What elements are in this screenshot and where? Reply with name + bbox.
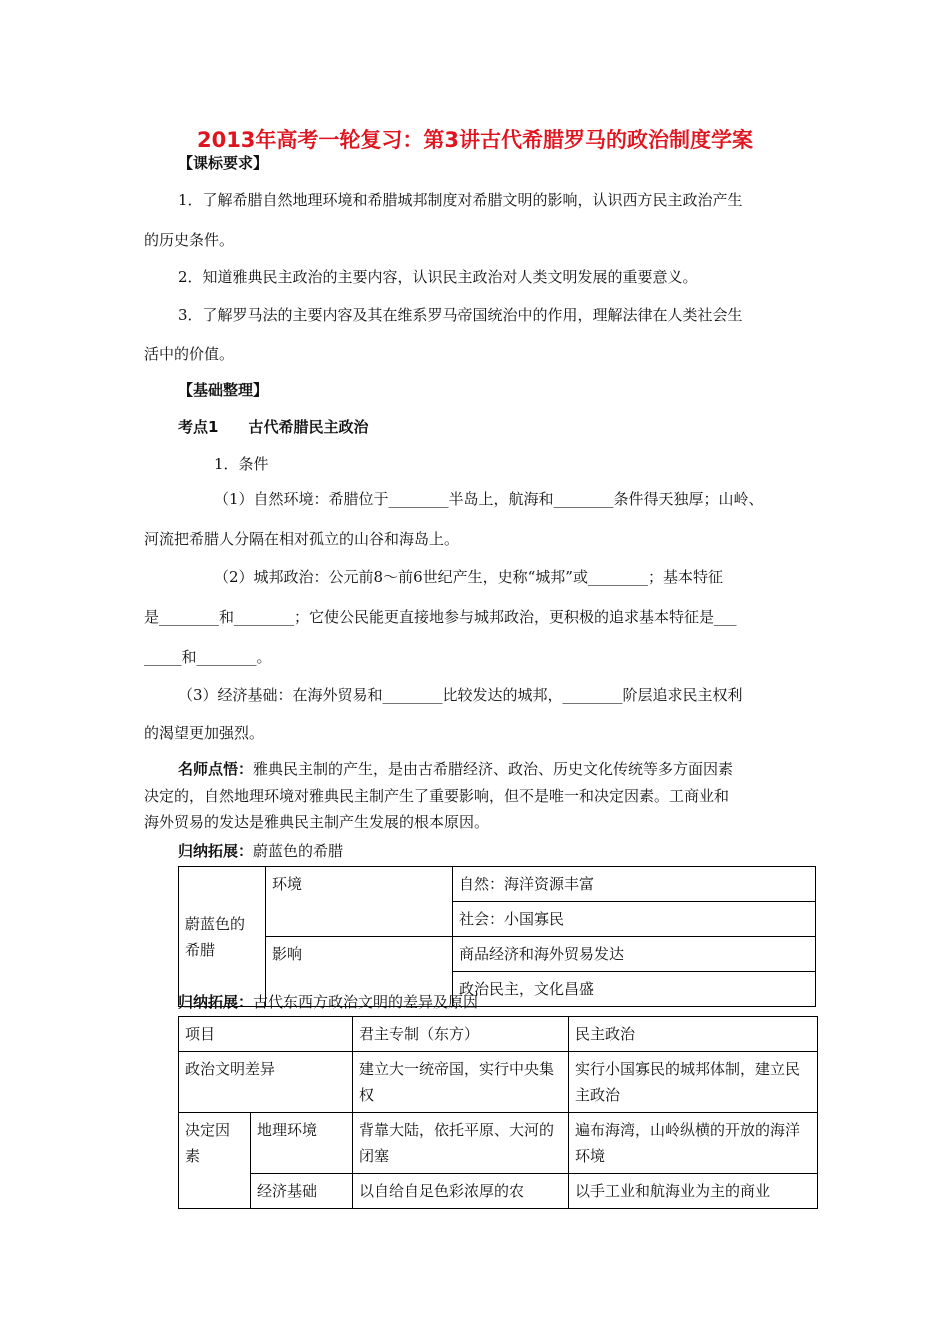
requirement-1-line-1: 1．了解希腊自然地理环境和希腊城邦制度对希腊文明的影响，认识西方民主政治产生 bbox=[178, 191, 743, 209]
requirement-2: 2．知道雅典民主政治的主要内容，认识民主政治对人类文明发展的重要意义。 bbox=[178, 268, 698, 286]
east-west-comparison-table bbox=[178, 1016, 818, 1209]
exam-point-1-heading: 考点1 古代希腊民主政治 bbox=[178, 418, 369, 436]
extension-1-caption bbox=[178, 840, 343, 861]
table2-row1-east: 建立大一统帝国，实行中央集权 bbox=[353, 1052, 569, 1113]
extension-2-label: 归纳拓展： bbox=[178, 993, 254, 1011]
table2-header-east: 君主专制（东方） bbox=[353, 1017, 569, 1052]
extension-2-caption bbox=[178, 991, 478, 1012]
condition-2-line-1: （2）城邦政治：公元前8～前6世纪产生，史称“城邦”或________；基本特征 bbox=[214, 568, 723, 586]
table1-impact-econ-cell: 商品经济和海外贸易发达 bbox=[453, 937, 816, 972]
table2-header-west: 民主政治 bbox=[569, 1017, 818, 1052]
teacher-tip-text: 雅典民主制的产生，是由古希腊经济、政治、历史文化传统等多方面因素 bbox=[253, 760, 734, 778]
table2-header-item: 项目 bbox=[179, 1017, 353, 1052]
condition-1-line-1: （1）自然环境：希腊位于________半岛上，航海和________条件得天独厚；山岭、 bbox=[214, 490, 764, 508]
teacher-tip-line-1 bbox=[178, 758, 733, 779]
table1-impact-cell: 影响 bbox=[266, 937, 453, 1007]
extension-1-text: 蔚蓝色的希腊 bbox=[253, 842, 344, 860]
table2-geo-label: 地理环境 bbox=[251, 1113, 353, 1174]
table2-geo-east: 背靠大陆，依托平原、大河的闭塞 bbox=[353, 1113, 569, 1174]
table2-geo-west: 遍布海湾，山岭纵横的开放的海洋环境 bbox=[569, 1113, 818, 1174]
table1-environment-cell: 环境 bbox=[266, 867, 453, 937]
page-title: 2013年高考一轮复习：第3讲古代希腊罗马的政治制度学案 bbox=[196, 128, 754, 152]
section-heading-requirements: 【课标要求】 bbox=[178, 154, 269, 172]
teacher-tip-line-2: 决定的，自然地理环境对雅典民主制产生了重要影响，但不是唯一和决定因素。工商业和 bbox=[144, 787, 730, 805]
table2-row1-west: 实行小国寡民的城邦体制，建立民主政治 bbox=[569, 1052, 818, 1113]
extension-1-label: 归纳拓展： bbox=[178, 842, 254, 860]
requirement-1-line-2: 的历史条件。 bbox=[144, 231, 235, 249]
extension-2-text: 古代东西方政治文明的差异及原因 bbox=[253, 993, 479, 1011]
requirement-3-line-2: 活中的价值。 bbox=[144, 345, 235, 363]
teacher-tip-line-3: 海外贸易的发达是雅典民主制产生发展的根本原因。 bbox=[144, 813, 490, 831]
section-heading-basics: 【基础整理】 bbox=[178, 381, 269, 399]
requirement-3-line-1: 3．了解罗马法的主要内容及其在维系罗马帝国统治中的作用，理解法律在人类社会生 bbox=[178, 306, 743, 324]
condition-2-line-3: _____和________。 bbox=[144, 648, 272, 666]
table1-env-nature-cell: 自然：海洋资源丰富 bbox=[453, 867, 816, 902]
table2-econ-east: 以自给自足色彩浓厚的农 bbox=[353, 1174, 569, 1209]
teacher-tip-label: 名师点悟： bbox=[178, 760, 254, 778]
condition-2-line-2: 是________和________；它使公民能更直接地参与城邦政治，更积极的追求基本特征是___ bbox=[144, 608, 737, 626]
condition-3-line-1: （3）经济基础：在海外贸易和________比较发达的城邦，________阶层追求民主权利 bbox=[178, 686, 743, 704]
greece-summary-table bbox=[178, 866, 816, 1007]
condition-3-line-2: 的渴望更加强烈。 bbox=[144, 724, 265, 742]
table1-env-society-cell: 社会：小国寡民 bbox=[453, 902, 816, 937]
conditions-heading: 1．条件 bbox=[214, 455, 269, 473]
table2-row1-label: 政治文明差异 bbox=[179, 1052, 353, 1113]
condition-1-line-2: 河流把希腊人分隔在相对孤立的山谷和海岛上。 bbox=[144, 530, 460, 548]
table1-head-cell: 蔚蓝色的希腊 bbox=[179, 867, 266, 1007]
table2-econ-label: 经济基础 bbox=[251, 1174, 353, 1209]
table2-factors-cell: 决定因素 bbox=[179, 1113, 251, 1209]
table2-econ-west: 以手工业和航海业为主的商业 bbox=[569, 1174, 818, 1209]
table1-impact-pol-cell: 政治民主，文化昌盛 bbox=[453, 972, 816, 1007]
